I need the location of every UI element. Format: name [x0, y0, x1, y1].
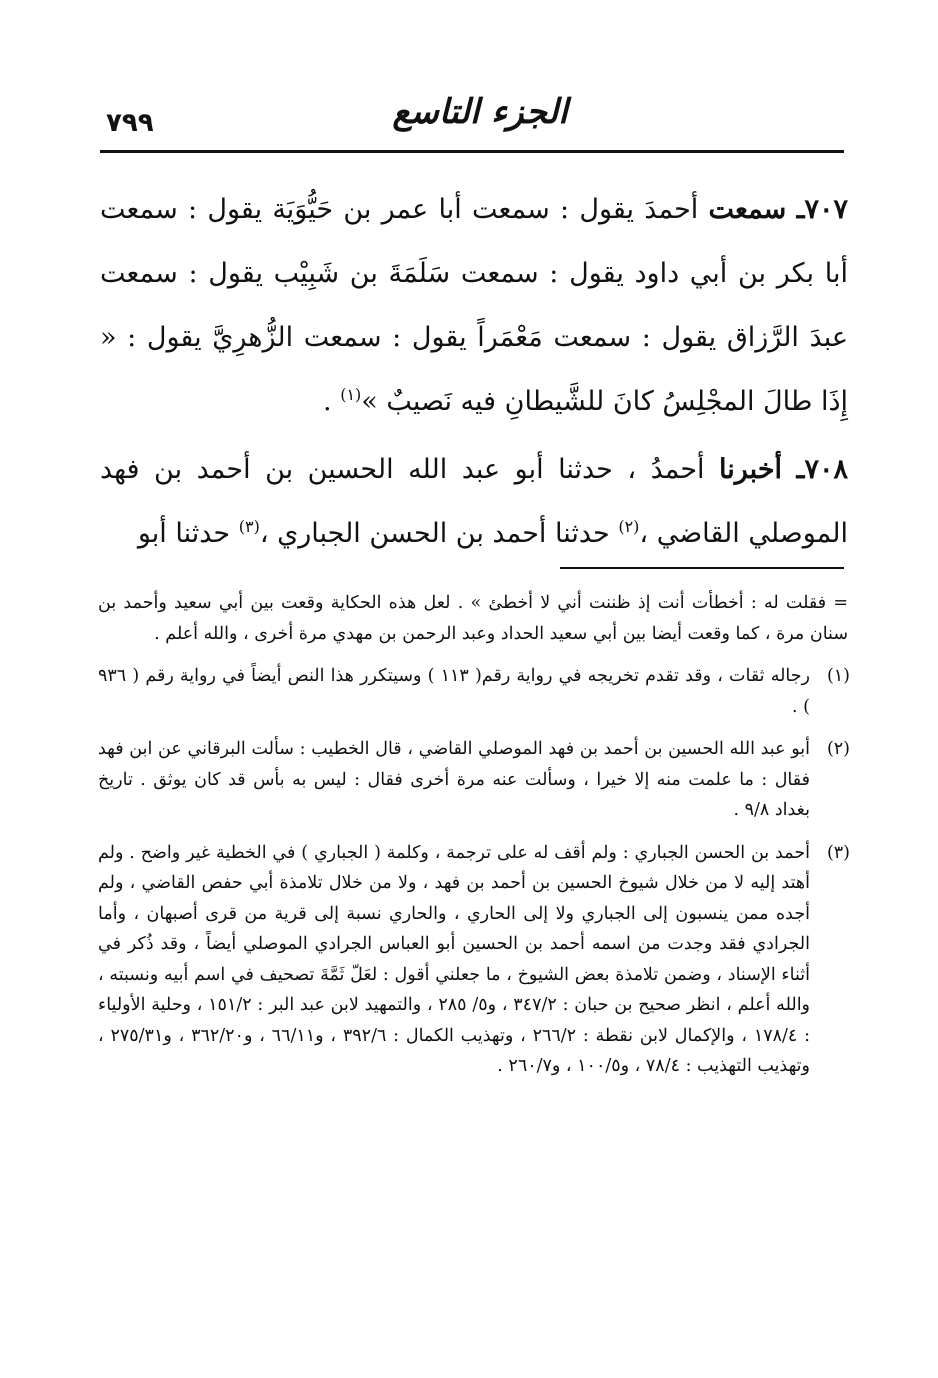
- entry-707: [100, 178, 848, 434]
- entry-708: [100, 438, 848, 566]
- entry-ending: .: [323, 386, 341, 417]
- footnote-mark: (١): [826, 666, 850, 686]
- entry-text: حدثنا أبو: [137, 518, 239, 549]
- running-title: الجزء التاسع: [392, 92, 568, 132]
- footnote-3: [98, 838, 850, 1082]
- footnote-ref[interactable]: (٢): [618, 517, 640, 536]
- entry-number: ٧٠٧ـ: [796, 194, 848, 225]
- footnote-1: [98, 661, 850, 722]
- page-header: [100, 92, 840, 152]
- footnote-ref[interactable]: (٣): [238, 517, 260, 536]
- footnote-continuation: [98, 588, 850, 649]
- footnote-2: [98, 734, 850, 826]
- entry-text: أحمدُ ، حدثنا أبو عبد الله الحسين بن أحمد بن فهد الموصلي القاضي ،: [100, 454, 848, 549]
- footnote-text: أبو عبد الله الحسين بن أحمد بن فهد الموصلي القاضي ، قال الخطيب : سألت البرقاني عن ابن فهد فقال : ما علمت منه إلا خيرا ، وسألت عنه مرة أخرى فقال : ليس به بأس قد كان يوثق . تاريخ بغداد ٩/٨ .: [98, 739, 810, 820]
- footnote-mark: (٣): [826, 842, 850, 863]
- entry-text: أحمدَ يقول : سمعت أبا عمر بن حَيُّوَيَة يقول : سمعت أبا بكر بن أبي داود يقول : سمعت سَلَمَةَ بن شَبِيْب يقول : سمعت عبدَ الرَّزاق يقول : سمعت مَعْمَراً يقول : سمعت الزُّهرِيَّ يقول : « إِذَا طالَ المجْلِسُ كانَ للشَّيطانِ فيه نَصيبٌ »: [100, 194, 848, 417]
- footnote-text: رجاله ثقات ، وقد تقدم تخريجه في رواية رقم( ١١٣ ) وسيتكرر هذا النص أيضاً في رواية رقم ( ٩٣٦ ) .: [98, 666, 811, 717]
- footnote-text: أحمد بن الحسن الجباري : ولم أقف له على ترجمة ، وكلمة ( الجباري ) في الخطية غير واضح . ولم أهتد إليه لا من خلال شيوخ الحسين بن أحمد بن فهد ، ولا من خلال تلامذة أبي حفص القاضي ، ولم أجده ممن ينسبون إلى الجباري ولا إلى الحاري ، والحاري نسبة إلى قرية من قرى أصبهان ، وأما الجرادي فقد وجدت من اسمه أحمد بن الحسين أبو العباس الجرادي الموصلي أيضاً ، وقد ذُكر في أثناء الإسناد ، وضمن تلامذة بعض الشيوخ ، ما جعلني أقول : لعَلّ ثَمَّةَ تصحيف في اسم أبيه ونسبته ، والله أعلم ، انظر صحيح بن حبان : ٣٤٧/٢ ، و٥/ ٢٨٥ ، والتمهيد لابن عبد البر : ١٥١/٢ ، وحلية الأولياء : ١٧٨/٤ ، والإكمال لابن نقطة : ٢٦٦/٢ ، وتهذيب الكمال : ٣٩٢/٦ ، و٦٦/١١ ، و٣٦٢/٢٠ ، و٢٧٥/٣١ ، وتهذيب التهذيب : ٧٨/٤ ، و١٠٠/٥ ، و٢٦٠/٧ .: [98, 842, 811, 1076]
- footnotes: [98, 588, 850, 1094]
- footnote-separator: [560, 567, 844, 569]
- main-text: [100, 178, 848, 570]
- entry-number: ٧٠٨ـ: [796, 454, 848, 485]
- footnote-mark: (٢): [826, 739, 850, 759]
- footnote-text: = فقلت له : أخطأت أنت إذ ظننت أني لا أخطئ » . لعل هذه الحكاية وقعت بين أبي سعيد وأحمد بن سنان مرة ، كما وقعت أيضا بين أبي سعيد الحداد وعبد الرحمن بن مهدي مرة أخرى ، والله أعلم .: [98, 593, 848, 644]
- entry-lead-word: أخبرنا: [719, 454, 783, 485]
- footnote-ref[interactable]: (١): [340, 385, 362, 404]
- page-number: ٧٩٩: [106, 108, 154, 138]
- header-rule: [100, 150, 844, 153]
- entry-lead-word: سمعت: [708, 194, 787, 225]
- entry-text: حدثنا أحمد بن الحسن الجباري ،: [259, 518, 619, 549]
